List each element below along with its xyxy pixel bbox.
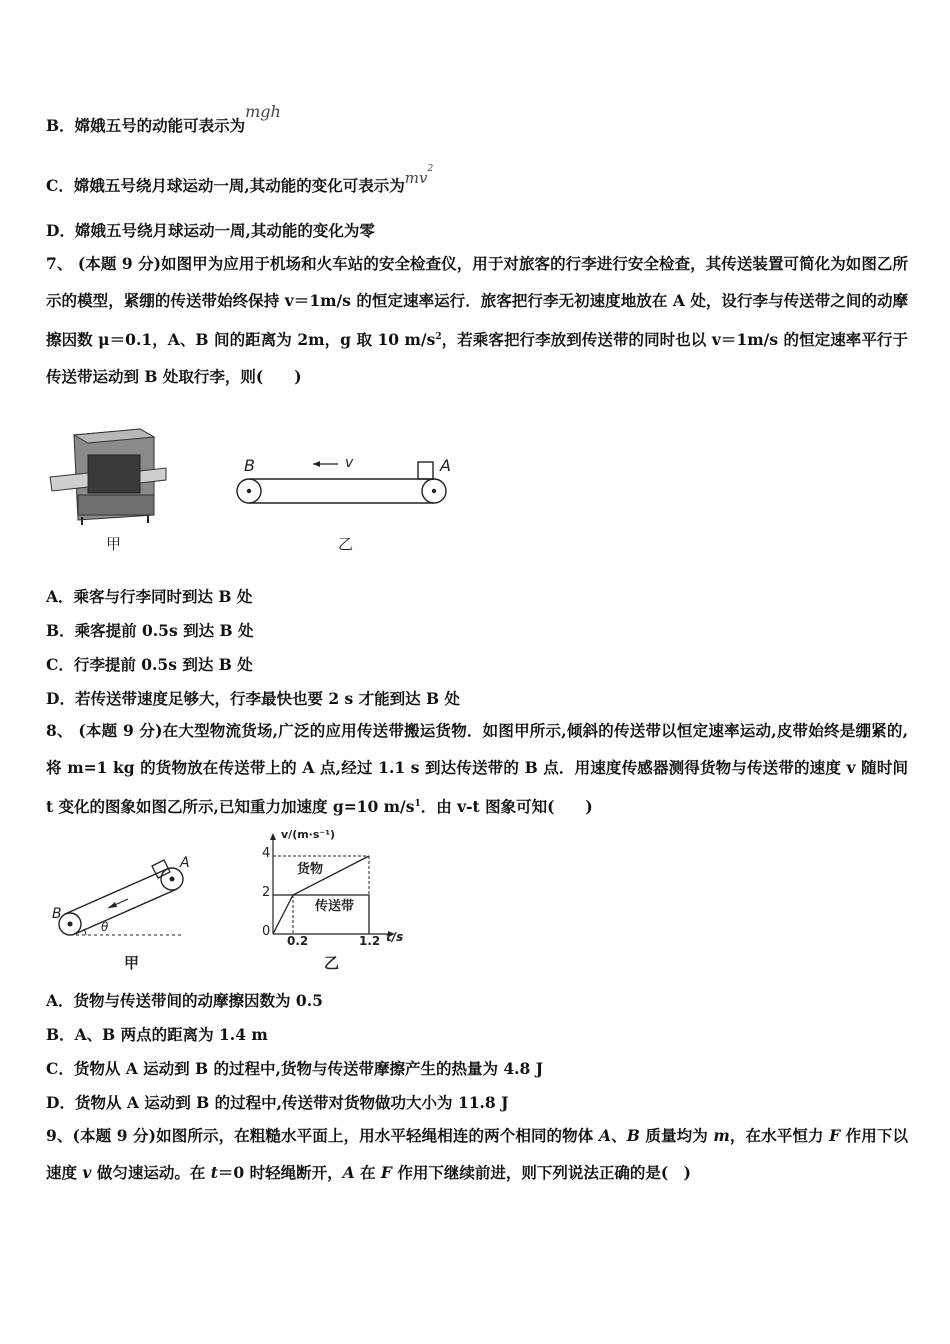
q6-option-c-sup: 2 [427, 163, 434, 174]
q7-option-c: C．行李提前 0.5s 到达 B 处 [46, 655, 253, 674]
q8-option-c: C．货物从 A 运动到 B 的过程中,货物与传送带摩擦产生的热量为 4.8 J [46, 1059, 544, 1078]
q6-option-d: D．嫦娥五号绕月球运动一周,其动能的变化为零 [46, 221, 375, 240]
q8-stem-sup: 1 [414, 799, 421, 809]
q6-option-b-formula: mgh [245, 102, 281, 121]
q8-chart-tick-y-4: 4 [262, 846, 271, 861]
q9-var-a1: A [598, 1126, 611, 1145]
q7-stem [46, 245, 908, 395]
q7-scanner-figure [48, 425, 168, 525]
q8-fig-a-label-theta: θ [101, 920, 109, 934]
q8-fig-a-label-a: A [180, 855, 190, 871]
q7-fig-a-caption: 甲 [106, 535, 122, 553]
q9-var-b1: B [626, 1126, 640, 1145]
q9-var-a2: A [342, 1163, 355, 1182]
q8-chart-tick-x-0.2: 0.2 [287, 934, 309, 948]
q9-var-f1: F [829, 1126, 841, 1145]
q8-fig-a-caption: 甲 [124, 954, 140, 972]
q8-stem-part1: 8、 (本题 9 分)在大型物流货场,广泛的应用传送带搬运货物．如图甲所示,倾斜的传送带以恒定速率运动,皮带始终是绷紧的,将 m=1 kg 的货物放在传送带上的 A 点,经过 1.1 s 到达传送带的 B 点．用速度传感器测得货物与传送带的速度 v 随时间 t 变化的图象如图乙所示,已知重力加速度 g=10 m/s [46, 721, 908, 817]
q9-stem-d: 作用下以速度 [46, 1126, 908, 1182]
q7-stem-part2: ，若乘客把行李放到传送带的同时也以 v＝1m/s 的恒定速率平行于传送带运动到 B 处取行李，则( ) [46, 330, 909, 387]
q7-stem-sup: 2 [435, 332, 442, 342]
q9-stem-a: 9、(本题 9 分)如图所示，在粗糙水平面上，用水平轻绳相连的两个相同的物体 [46, 1126, 599, 1145]
q7-stem-part1: 7、 (本题 9 分)如图甲为应用于机场和火车站的安全检查仪，用于对旅客的行李进行安全检查，其传送装置可简化为如图乙所示的模型，紧绷的传送带始终保持 v＝1m/s 的恒定速率运行．旅客把行李无初速度地放在 A 处，设行李与传送带之间的动摩擦因数 μ＝0.1，A、B 间的距离为 2m，g 取 10 m/s [46, 254, 908, 350]
q8-option-a: A．货物与传送带间的动摩擦因数为 0.5 [46, 991, 323, 1010]
q7-option-d: D．若传送带速度足够大，行李最快也要 2 s 才能到达 B 处 [46, 689, 461, 708]
q7-fig-b-label-a: A [440, 456, 451, 475]
q8-chart-label-belt: 传送带 [315, 899, 355, 914]
q6-option-b-text: B．嫦娥五号的动能可表示为 [46, 116, 246, 135]
q9-stem-e: 做匀速运动。在 [91, 1163, 211, 1182]
q9-stem [46, 1117, 908, 1191]
q9-stem-g: 在 [354, 1163, 381, 1182]
q6-option-c-formula: mv [404, 169, 428, 187]
q6-option-c-text: C．嫦娥五号绕月球运动一周,其动能的变化可表示为 [46, 176, 405, 195]
q8-fig-b-caption: 乙 [324, 954, 340, 972]
q9-stem-h: 作用下继续前进，则下列说法正确的是( ) [391, 1163, 691, 1182]
q7-option-b: B．乘客提前 0.5s 到达 B 处 [46, 621, 254, 640]
q6-option-c [46, 163, 434, 196]
q7-fig-b-label-b: B [244, 456, 255, 475]
q8-incline-figure [48, 850, 193, 950]
q8-stem-part2: ．由 v-t 图象可知( ) [420, 797, 593, 817]
q8-chart-xlabel: t/s [386, 930, 404, 944]
q8-stem [46, 712, 908, 825]
q7-fig-b-caption: 乙 [338, 535, 354, 553]
q8-chart-tick-x-1.2: 1.2 [359, 934, 381, 948]
q8-fig-a-label-b: B [52, 906, 62, 922]
q7-fig-b-label-v: v [345, 455, 354, 471]
q9-var-t: t [210, 1163, 218, 1182]
q8-chart-tick-y-2: 2 [262, 885, 271, 900]
q9-sep: 、 [610, 1126, 627, 1145]
q9-var-v: v [82, 1163, 92, 1182]
q8-chart-tick-y-0: 0 [262, 924, 271, 939]
q9-stem-c: ，在水平恒力 [729, 1126, 830, 1145]
q9-stem-b: 质量均为 [639, 1126, 714, 1145]
q8-chart-ylabel: v/(m·s⁻¹) [281, 828, 336, 841]
q9-var-f2: F [380, 1163, 392, 1182]
q9-stem-f: ＝0 时轻绳断开， [217, 1163, 343, 1182]
q8-option-b: B．A、B 两点的距离为 1.4 m [46, 1025, 268, 1044]
q6-option-b [46, 102, 281, 136]
q7-option-a: A．乘客与行李同时到达 B 处 [46, 587, 253, 606]
q8-chart-label-cargo: 货物 [297, 862, 324, 877]
q9-var-m: m [713, 1126, 730, 1145]
q8-option-d: D．货物从 A 运动到 B 的过程中,传送带对货物做功大小为 11.8 J [46, 1093, 509, 1112]
